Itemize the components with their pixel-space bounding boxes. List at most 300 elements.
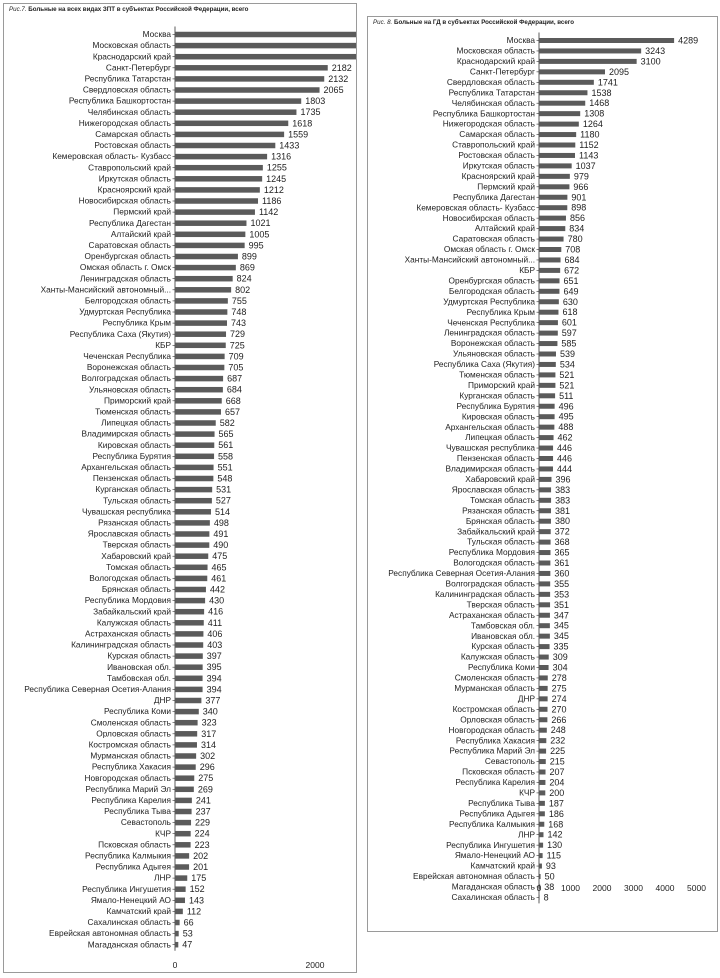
category-label: Республика Башкортостан — [432, 108, 535, 119]
category-label: Калининградская область — [435, 588, 535, 599]
value-label: 521 — [559, 380, 575, 391]
value-label: 490 — [213, 540, 229, 551]
bar — [539, 498, 551, 503]
value-label: 834 — [569, 223, 585, 234]
category-label: Волгоградская область — [445, 578, 535, 589]
value-label: 461 — [211, 573, 227, 584]
category-label: Удмуртская Республика — [79, 306, 171, 317]
value-label: 780 — [567, 234, 583, 245]
category-label: Республика Татарстан — [448, 87, 535, 98]
value-label: 50 — [544, 871, 555, 882]
value-label: 360 — [554, 568, 570, 579]
category-label: Курганская область — [459, 390, 535, 401]
bar — [539, 738, 546, 743]
bar — [175, 764, 196, 770]
category-label: Московская область — [92, 40, 171, 51]
value-label: 630 — [562, 296, 578, 307]
category-label: Тамбовская обл. — [106, 672, 171, 683]
bar — [175, 609, 204, 615]
category-label: Свердловская область — [446, 76, 535, 87]
category-label: Брянская область — [465, 515, 535, 526]
bar — [175, 254, 238, 260]
value-label: 856 — [569, 213, 585, 224]
bar — [175, 620, 204, 626]
x-tick-label: 3000 — [624, 883, 643, 893]
bar — [539, 728, 547, 733]
category-label: Санкт-Петербург — [105, 62, 171, 73]
category-label: Магаданская область — [87, 939, 171, 950]
bar — [539, 205, 567, 210]
value-label: 241 — [195, 795, 211, 806]
value-label: 687 — [227, 373, 243, 384]
value-label: 446 — [557, 443, 573, 454]
value-label: 1245 — [266, 173, 287, 184]
category-label: Республика Калмыкия — [449, 818, 535, 829]
category-label: Нижегородская область — [442, 118, 535, 129]
value-label: 47 — [182, 939, 193, 950]
category-label: Ивановская обл. — [471, 630, 535, 641]
category-label: Республика Марий Эл — [449, 745, 535, 756]
bar — [539, 174, 570, 179]
bar — [175, 198, 258, 204]
category-label: Нижегородская область — [78, 117, 171, 128]
category-label: КЧР — [519, 787, 535, 798]
category-label: Пермский край — [477, 181, 535, 192]
value-label: 1143 — [579, 150, 599, 161]
category-label: Республика Мордовия — [448, 547, 535, 558]
bar — [175, 265, 236, 271]
value-label: 152 — [189, 884, 205, 895]
bar — [175, 65, 328, 71]
value-label: 709 — [228, 351, 244, 362]
value-label: 729 — [230, 329, 246, 340]
value-label: 1005 — [249, 229, 270, 240]
bar — [539, 268, 560, 273]
bar — [175, 87, 320, 93]
category-label: Ямало-Ненецкий АО — [90, 894, 171, 905]
bar — [175, 742, 197, 748]
category-label: Владимирская область — [445, 463, 535, 474]
bar — [539, 90, 587, 95]
category-label: Липецкая область — [101, 417, 171, 428]
value-label: 2065 — [323, 85, 344, 95]
category-label: Владимирская область — [81, 428, 171, 439]
category-label: Республика Коми — [467, 662, 535, 673]
value-label: 430 — [209, 595, 225, 606]
category-label: Магаданская область — [451, 881, 535, 892]
bar — [175, 631, 203, 637]
category-label: КЧР — [155, 828, 171, 839]
value-label: 1255 — [266, 162, 287, 173]
bar — [175, 132, 284, 138]
bar — [175, 676, 203, 682]
category-label: Чеченская Республика — [83, 351, 171, 361]
value-label: 380 — [554, 516, 571, 527]
category-label: Ямало-Ненецкий АО — [454, 850, 535, 861]
value-label: 202 — [193, 850, 209, 861]
bar — [175, 809, 192, 815]
bar — [175, 820, 191, 826]
category-label: Курганская область — [95, 484, 171, 495]
bar — [175, 509, 211, 515]
category-label: Челябинская область — [87, 106, 171, 117]
bar — [539, 341, 557, 346]
category-label: Сахалинская область — [87, 917, 171, 928]
value-label: 1264 — [582, 119, 603, 130]
category-label: Орловская область — [96, 728, 171, 739]
bar — [539, 801, 545, 806]
bar — [539, 310, 558, 315]
category-label: Тюменская область — [95, 406, 171, 417]
category-label: Челябинская область — [451, 97, 535, 108]
value-label: 314 — [200, 739, 217, 750]
value-label: 755 — [231, 295, 247, 306]
x-tick-label: 5000 — [687, 883, 706, 893]
category-label: ЛНР — [518, 829, 535, 840]
figure-label: Рис.7. — [9, 6, 27, 13]
value-label: 377 — [205, 695, 221, 706]
value-label: 802 — [235, 284, 251, 295]
bar — [539, 331, 558, 336]
category-label: Тульская область — [103, 495, 171, 506]
value-label: 266 — [551, 714, 567, 725]
value-label: 1142 — [258, 207, 279, 218]
bar — [175, 287, 231, 293]
category-label: Тверская область — [466, 599, 535, 610]
value-label: 304 — [552, 662, 568, 673]
value-label: 582 — [219, 418, 235, 428]
bar — [539, 80, 594, 85]
category-label: Кировская область — [97, 439, 171, 450]
value-label: 3100 — [640, 56, 661, 67]
category-label: Республика Северная Осетия-Алания — [388, 568, 535, 579]
category-label: Новгородская область — [448, 724, 535, 735]
category-label: Томская область — [106, 561, 171, 572]
bar — [175, 642, 203, 648]
value-label: 1803 — [305, 96, 326, 107]
category-label: Кировская область — [461, 411, 535, 422]
x-tick-label: 2000 — [592, 883, 612, 893]
category-label: ДНР — [517, 693, 535, 704]
value-label: 368 — [554, 537, 570, 548]
bar — [539, 561, 550, 566]
category-label: Чеченская Республика — [447, 317, 535, 328]
bar — [539, 519, 551, 524]
value-label: 979 — [573, 171, 589, 182]
bar — [175, 343, 226, 349]
bar — [539, 101, 585, 106]
category-label: Самарская область — [95, 129, 171, 139]
value-label: 995 — [248, 240, 264, 251]
bar — [539, 352, 556, 357]
bar — [175, 798, 192, 804]
value-label: 335 — [553, 641, 569, 652]
bar — [175, 753, 196, 759]
bar — [539, 404, 555, 409]
category-label: Кемеровская область- Кузбасс — [52, 151, 171, 162]
category-label: Московская область — [456, 45, 535, 56]
category-label: Тульская область — [467, 536, 535, 547]
value-label: 531 — [216, 484, 232, 495]
bar — [175, 243, 245, 249]
value-label: 1618 — [292, 118, 313, 129]
bar — [175, 54, 356, 60]
bar — [539, 571, 550, 576]
category-label: Еврейская автономная область — [413, 871, 535, 882]
category-label: ДНР — [153, 695, 171, 706]
value-label: 237 — [195, 806, 211, 817]
value-label: 8 — [543, 892, 549, 903]
bar — [539, 780, 545, 785]
value-label: 353 — [554, 589, 570, 600]
bar — [539, 581, 550, 586]
bar — [175, 442, 214, 448]
value-label: 403 — [207, 640, 223, 650]
category-label: Ростовская область — [94, 140, 171, 151]
category-label: Воронежская область — [450, 338, 535, 349]
value-label: 488 — [558, 422, 574, 433]
bar — [539, 843, 543, 848]
category-label: Республика Калмыкия — [85, 850, 171, 861]
value-label: 186 — [548, 808, 564, 819]
value-label: 668 — [225, 395, 241, 406]
bar — [539, 623, 550, 628]
value-label: 340 — [202, 706, 218, 717]
value-label: 1468 — [589, 98, 610, 109]
bar — [175, 331, 226, 337]
value-label: 130 — [547, 840, 563, 851]
category-label: Пермский край — [113, 206, 171, 217]
bar — [539, 38, 674, 43]
category-label: Республика Хакасия — [91, 761, 171, 772]
value-label: 296 — [199, 762, 215, 773]
category-label: Калужская область — [460, 651, 535, 662]
category-label: Калужская область — [96, 617, 171, 628]
value-label: 383 — [555, 484, 571, 495]
value-label: 475 — [212, 551, 228, 562]
category-label: Удмуртская Республика — [443, 296, 535, 307]
bar — [175, 553, 208, 559]
value-label: 2182 — [331, 62, 352, 73]
bar — [175, 731, 197, 737]
value-label: 651 — [563, 275, 579, 286]
value-label: 317 — [201, 728, 217, 739]
x-tick-label: 1000 — [561, 883, 580, 893]
category-label: Новгородская область — [84, 772, 171, 783]
value-label: 498 — [213, 517, 229, 528]
category-label: Оренбургская область — [84, 251, 171, 262]
bar — [539, 895, 540, 900]
value-label: 444 — [556, 463, 573, 474]
bar — [175, 775, 194, 781]
category-label: Приморский край — [468, 379, 535, 390]
category-label: Курская область — [471, 641, 535, 652]
category-label: Тверская область — [102, 539, 171, 550]
category-label: Волгоградская область — [81, 373, 171, 384]
bar — [175, 276, 233, 282]
category-label: Красноярский край — [97, 184, 171, 195]
category-label: Иркутская область — [462, 160, 535, 171]
value-label: 1152 — [579, 140, 599, 150]
value-label: 248 — [550, 725, 566, 736]
value-label: 649 — [563, 286, 579, 297]
category-label: Белгородская область — [84, 295, 171, 306]
value-label: 705 — [228, 362, 244, 373]
category-label: Республика Хакасия — [455, 735, 535, 746]
value-label: 372 — [554, 526, 570, 537]
x-tick-label: 0 — [536, 883, 542, 893]
value-label: 521 — [559, 369, 575, 380]
value-label: 618 — [562, 307, 578, 318]
category-label: Архангельская область — [445, 421, 535, 432]
bar — [539, 111, 580, 116]
value-label: 1433 — [279, 140, 300, 151]
bar — [175, 942, 178, 948]
value-label: 142 — [547, 829, 563, 840]
category-label: Республика Марий Эл — [85, 783, 171, 794]
value-label: 53 — [182, 928, 193, 939]
value-label: 115 — [546, 850, 561, 861]
bar — [539, 487, 551, 492]
value-label: 1538 — [591, 87, 612, 98]
bar — [175, 886, 186, 892]
value-label: 491 — [213, 529, 229, 539]
value-label: 743 — [231, 318, 247, 329]
bar — [539, 613, 550, 618]
bar — [539, 874, 541, 879]
value-label: 204 — [549, 777, 565, 788]
category-label: Белгородская область — [448, 285, 535, 296]
bar — [175, 842, 191, 848]
bar — [175, 187, 260, 193]
category-label: Томская область — [470, 494, 535, 505]
gd-bar-chart — [368, 17, 717, 931]
chart-panel-gd — [367, 16, 718, 932]
chart-title — [9, 6, 248, 13]
category-label: Красноярский край — [461, 170, 535, 181]
category-label: Ставропольский край — [88, 162, 171, 173]
bar — [539, 278, 560, 283]
category-label: Вологодская область — [453, 557, 535, 568]
category-label: Смоленская область — [90, 717, 171, 728]
category-label: Республика Ингушетия — [446, 839, 535, 850]
bar — [175, 831, 191, 837]
value-label: 442 — [209, 584, 225, 595]
value-label: 215 — [549, 756, 565, 767]
bar — [539, 446, 553, 451]
value-label: 225 — [550, 746, 566, 757]
bar — [539, 143, 575, 148]
category-label: Алтайский край — [474, 223, 535, 234]
value-label: 416 — [208, 606, 224, 617]
category-label: Липецкая область — [465, 432, 535, 443]
bar — [175, 520, 210, 526]
category-label: Ленинградская область — [443, 327, 535, 338]
bar — [175, 687, 203, 693]
category-label: Орловская область — [460, 714, 535, 725]
bar — [539, 456, 553, 461]
value-label: 1308 — [584, 108, 605, 119]
bar — [175, 565, 208, 571]
bar — [175, 431, 215, 437]
bar — [539, 216, 566, 221]
value-label: 601 — [561, 317, 577, 328]
category-label: Республика Дагестан — [453, 191, 535, 202]
category-label: Ярославская область — [451, 484, 535, 495]
value-label: 269 — [197, 784, 213, 795]
bar — [175, 109, 296, 115]
bar — [175, 909, 183, 915]
category-label: Ставропольский край — [452, 139, 535, 150]
bar — [175, 165, 263, 171]
category-label: Костромская область — [88, 739, 171, 750]
category-label: Свердловская область — [82, 84, 171, 95]
bar — [539, 634, 550, 639]
bar — [539, 362, 556, 367]
category-label: Омская область г. Омск — [443, 244, 535, 255]
bar — [175, 320, 227, 326]
category-label: Кемеровская область- Кузбасс — [416, 202, 535, 213]
category-label: Севастополь — [484, 756, 535, 767]
value-label: 93 — [545, 861, 556, 872]
bar — [539, 195, 567, 200]
bar — [175, 787, 194, 793]
category-label: Республика Башкортостан — [68, 95, 171, 106]
bar — [539, 69, 605, 74]
value-label: 901 — [571, 192, 587, 203]
value-label: 274 — [551, 693, 567, 704]
figure-title: Больные на всех видах ЗПТ в субъектах Российской Федерации, всего — [28, 6, 249, 13]
bar — [539, 864, 542, 869]
value-label: 223 — [194, 839, 210, 850]
bar — [175, 43, 356, 49]
bar — [539, 372, 555, 377]
bar — [539, 59, 637, 64]
value-label: 684 — [226, 384, 242, 395]
bar — [539, 770, 546, 775]
value-label: 275 — [551, 683, 567, 694]
category-label: Республика Тыва — [104, 806, 171, 817]
category-label: Саратовская область — [88, 240, 171, 250]
bar — [175, 354, 225, 360]
bar — [175, 598, 205, 604]
bar — [539, 602, 550, 607]
category-label: ЛНР — [154, 872, 171, 883]
value-label: 1741 — [597, 77, 618, 88]
value-label: 383 — [555, 495, 571, 506]
value-label: 275 — [198, 773, 214, 784]
category-label: Оренбургская область — [448, 275, 535, 286]
bar — [175, 476, 213, 482]
category-label: Псковская область — [462, 766, 535, 777]
bar — [175, 309, 227, 315]
category-label: Москва — [506, 35, 535, 46]
category-label: Алтайский край — [110, 228, 171, 239]
category-label: Пензенская область — [456, 453, 535, 464]
value-label: 585 — [561, 338, 577, 349]
bar — [175, 465, 214, 471]
value-label: 2132 — [328, 73, 349, 84]
value-label: 4289 — [678, 35, 699, 46]
bar — [175, 898, 185, 904]
bar — [175, 542, 209, 548]
value-label: 1037 — [575, 160, 596, 171]
bar — [175, 709, 199, 715]
value-label: 351 — [554, 599, 570, 610]
bar — [539, 237, 564, 242]
value-label: 66 — [183, 917, 194, 928]
category-label: КБР — [519, 265, 535, 275]
